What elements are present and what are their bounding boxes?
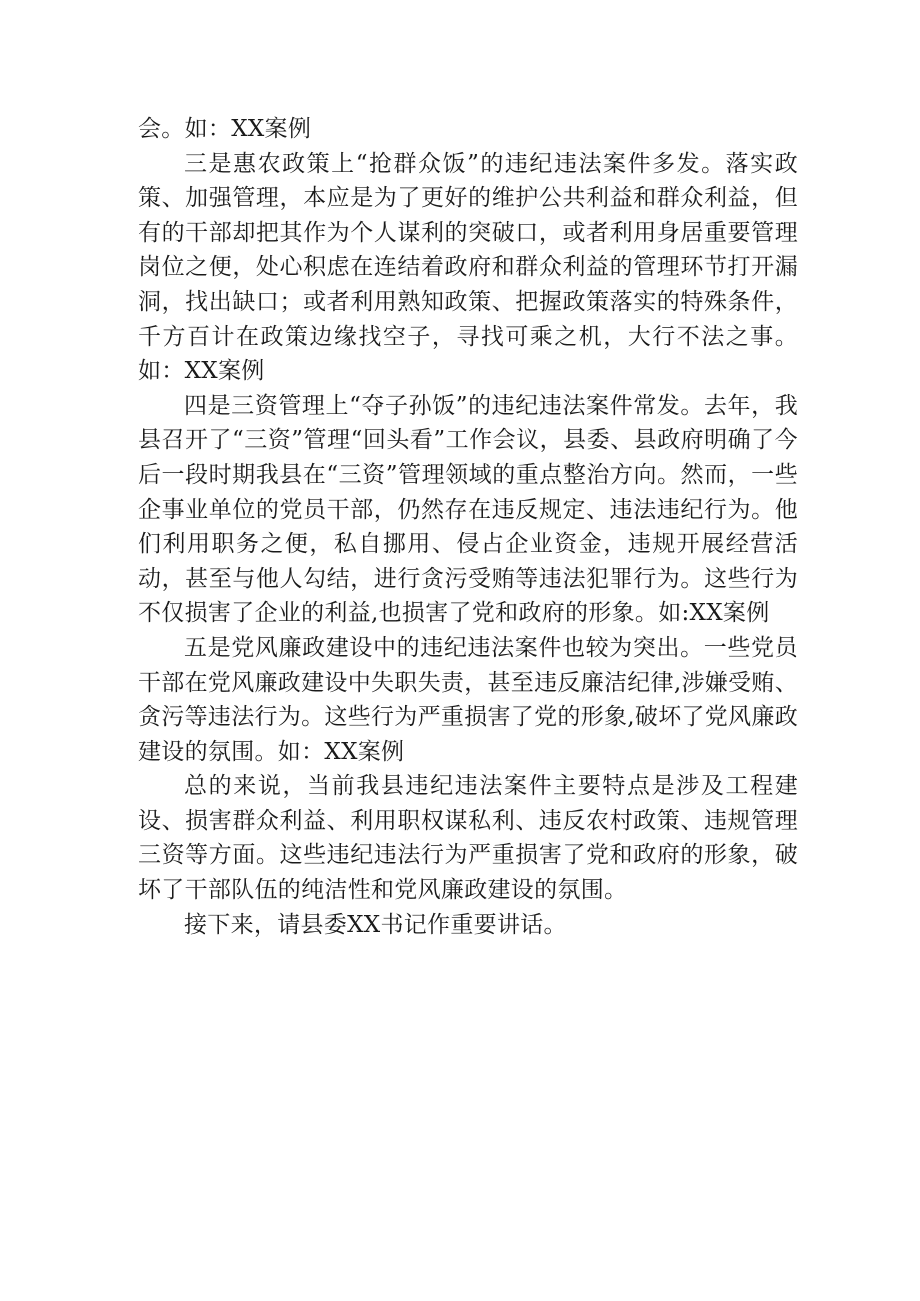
- paragraph-party-integrity: 五是党风廉政建设中的违纪违法案件也较为突出。一些党员干部在党风廉政建设中失职失责，甚至违反廉洁纪律,涉嫌受贿、贪污等违法行为。这些行为严重损害了党的形象,破坏了党风廉政建设的氛围。如：XX案例: [138, 634, 799, 765]
- paragraph-sanzi-management: 四是三资管理上“夺子孙饭”的违纪违法案件常发。去年，我县召开了“三资”管理“回头看”工作会议，县委、县政府明确了今后一段时期我县在“三资”管理领域的重点整治方向。然而，一些企事业单位的党员干部，仍然存在违反规定、违法违纪行为。他们利用职务之便，私自挪用、侵占企业资金，违规开展经营活动，甚至与他人勾结，进行贪污受贿等违法犯罪行为。这些行为不仅损害了企业的利益,也损害了党和政府的形象。如:XX案例: [138, 392, 798, 627]
- document-body: [138, 112, 798, 942]
- paragraph-next-speaker: 接下来，请县委XX书记作重要讲话。: [184, 911, 567, 938]
- paragraph-huinong-policy: 三是惠农政策上“抢群众饭”的违纪违法案件多发。落实政策、加强管理，本应是为了更好的维护公共利益和群众利益，但有的干部却把其作为个人谋利的突破口，或者利用身居重要管理岗位之便，处心积虑在连结着政府和群众利益的管理环节打开漏洞，找出缺口；或者利用熟知政策、把握政策落实的特殊条件，千方百计在政策边缘找空子，寻找可乘之机，大行不法之事。如：XX案例: [138, 150, 798, 385]
- paragraph-continuation: 会。如：XX案例: [138, 116, 312, 142]
- paragraph-summary: 总的来说，当前我县违纪违法案件主要特点是涉及工程建设、损害群众利益、利用职权谋私利、违反农村政策、违规管理三资等方面。这些违纪违法行为严重损害了党和政府的形象，破坏了干部队伍的纯洁性和党风廉政建设的氛围。: [138, 773, 798, 904]
